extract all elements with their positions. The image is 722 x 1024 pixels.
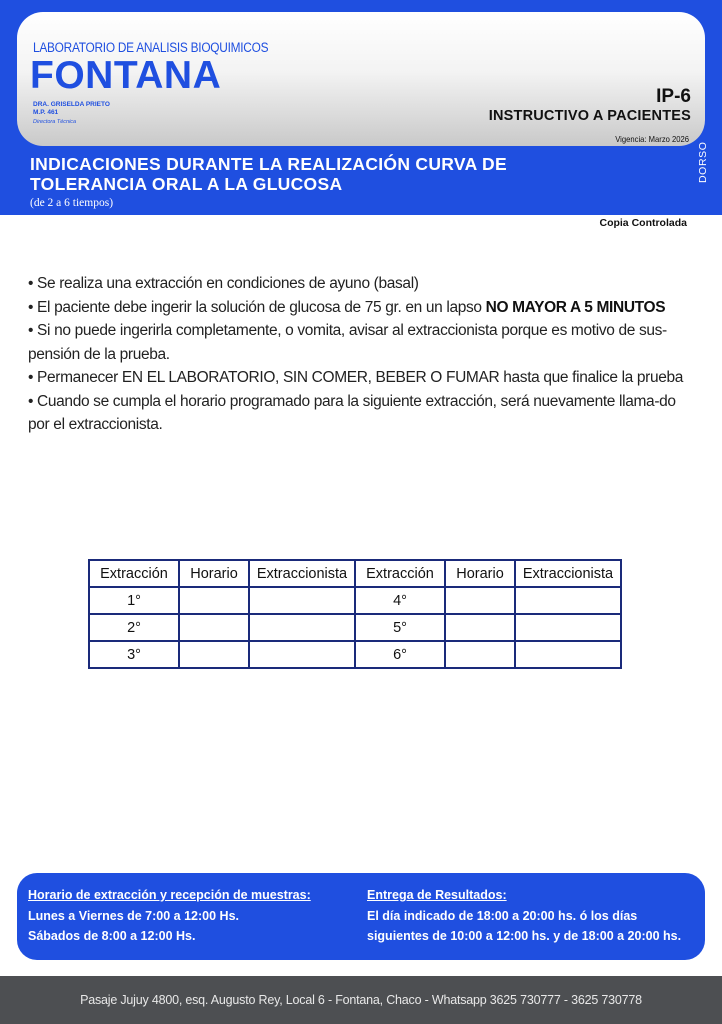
instruction-item: • Permanecer EN EL LABORATORIO, SIN COMER, BEBER O FUMAR hasta que finalice la prueba bbox=[28, 369, 684, 386]
validity-date: Vigencia: Marzo 2026 bbox=[615, 134, 689, 144]
extraction-number: 4° bbox=[355, 587, 445, 614]
instruction-emphasis: NO MAYOR A 5 MINUTOS bbox=[485, 298, 666, 316]
extraction-log-table bbox=[88, 559, 622, 669]
extraction-hours-saturday: Sábados de 8:00 a 12:00 Hs. bbox=[28, 929, 196, 943]
extraction-hours-weekdays: Lunes a Viernes de 7:00 a 12:00 Hs. bbox=[28, 908, 239, 923]
results-delivery-line-2: siguientes de 10:00 a 12:00 hs. y de 18:00 a 20:00 hs. bbox=[367, 929, 682, 943]
time-cell[interactable] bbox=[445, 614, 515, 641]
instructions-list bbox=[28, 272, 698, 437]
extractor-cell[interactable] bbox=[515, 614, 621, 641]
table-row bbox=[89, 587, 621, 614]
extractor-cell[interactable] bbox=[515, 641, 621, 668]
extraction-number: 6° bbox=[355, 641, 445, 668]
time-cell[interactable] bbox=[179, 614, 249, 641]
header-extraccionista: Extraccionista bbox=[249, 560, 355, 587]
table-header-row bbox=[89, 560, 621, 587]
table-row bbox=[89, 641, 621, 668]
extraction-number: 5° bbox=[355, 614, 445, 641]
header-horario: Horario bbox=[445, 560, 515, 587]
page-title bbox=[30, 154, 507, 194]
schedule-box bbox=[17, 873, 705, 960]
title-line-1: INDICACIONES DURANTE LA REALIZACIÓN CURVA DE bbox=[30, 154, 507, 174]
instruction-item: • Cuando se cumpla el horario programado para la siguiente extracción, será nuevamente llama-do por el extraccionista. bbox=[28, 392, 676, 433]
document-code: IP-6 bbox=[656, 86, 691, 107]
title-line-2: TOLERANCIA ORAL A LA GLUCOSA bbox=[30, 174, 343, 194]
extractor-cell[interactable] bbox=[249, 614, 355, 641]
extraction-number: 2° bbox=[89, 614, 179, 641]
title-subtitle: (de 2 a 6 tiempos) bbox=[30, 197, 114, 209]
extractor-cell[interactable] bbox=[249, 587, 355, 614]
controlled-copy-label: Copia Controlada bbox=[599, 217, 687, 229]
document-type: INSTRUCTIVO A PACIENTES bbox=[488, 108, 691, 124]
table-row bbox=[89, 614, 621, 641]
director-name: DRA. GRISELDA PRIETO bbox=[33, 101, 110, 108]
instruction-item: • Si no puede ingerirla completamente, o vomita, avisar al extraccionista porque es motivo de sus-pensión de la prueba. bbox=[28, 322, 667, 363]
instruction-text: • El paciente debe ingerir la solución de glucosa de 75 gr. en un lapso bbox=[28, 298, 486, 316]
address-bar: Pasaje Jujuy 4800, esq. Augusto Rey, Local 6 - Fontana, Chaco - Whatsapp 3625 730777 - 3625 730778 bbox=[0, 976, 722, 1024]
header-extraccion: Extracción bbox=[355, 560, 445, 587]
results-delivery-heading: Entrega de Resultados: bbox=[367, 888, 507, 902]
extractor-cell[interactable] bbox=[249, 641, 355, 668]
extraction-number: 3° bbox=[89, 641, 179, 668]
extractor-cell[interactable] bbox=[515, 587, 621, 614]
director-info bbox=[33, 101, 110, 117]
header-horario: Horario bbox=[179, 560, 249, 587]
header-card bbox=[17, 12, 705, 146]
side-label: DORSO bbox=[697, 141, 709, 183]
time-cell[interactable] bbox=[179, 587, 249, 614]
director-mp: M.P. 461 bbox=[33, 109, 59, 116]
time-cell[interactable] bbox=[445, 587, 515, 614]
extraction-hours bbox=[28, 885, 311, 947]
header-extraccion: Extracción bbox=[89, 560, 179, 587]
extraction-number: 1° bbox=[89, 587, 179, 614]
results-delivery-line-1: El día indicado de 18:00 a 20:00 hs. ó los días bbox=[367, 908, 638, 923]
instruction-item: • Se realiza una extracción en condiciones de ayuno (basal) bbox=[28, 275, 419, 292]
results-delivery bbox=[367, 885, 681, 947]
instruction-item bbox=[28, 296, 698, 320]
lab-subtitle: LABORATORIO DE ANALISIS BIOQUIMICOS bbox=[33, 40, 269, 55]
time-cell[interactable] bbox=[445, 641, 515, 668]
time-cell[interactable] bbox=[179, 641, 249, 668]
lab-name-logo: FONTANA bbox=[30, 54, 222, 97]
director-role: Directora Técnica bbox=[33, 119, 77, 125]
extraction-hours-heading: Horario de extracción y recepción de muestras: bbox=[28, 888, 311, 902]
header-extraccionista: Extraccionista bbox=[515, 560, 621, 587]
